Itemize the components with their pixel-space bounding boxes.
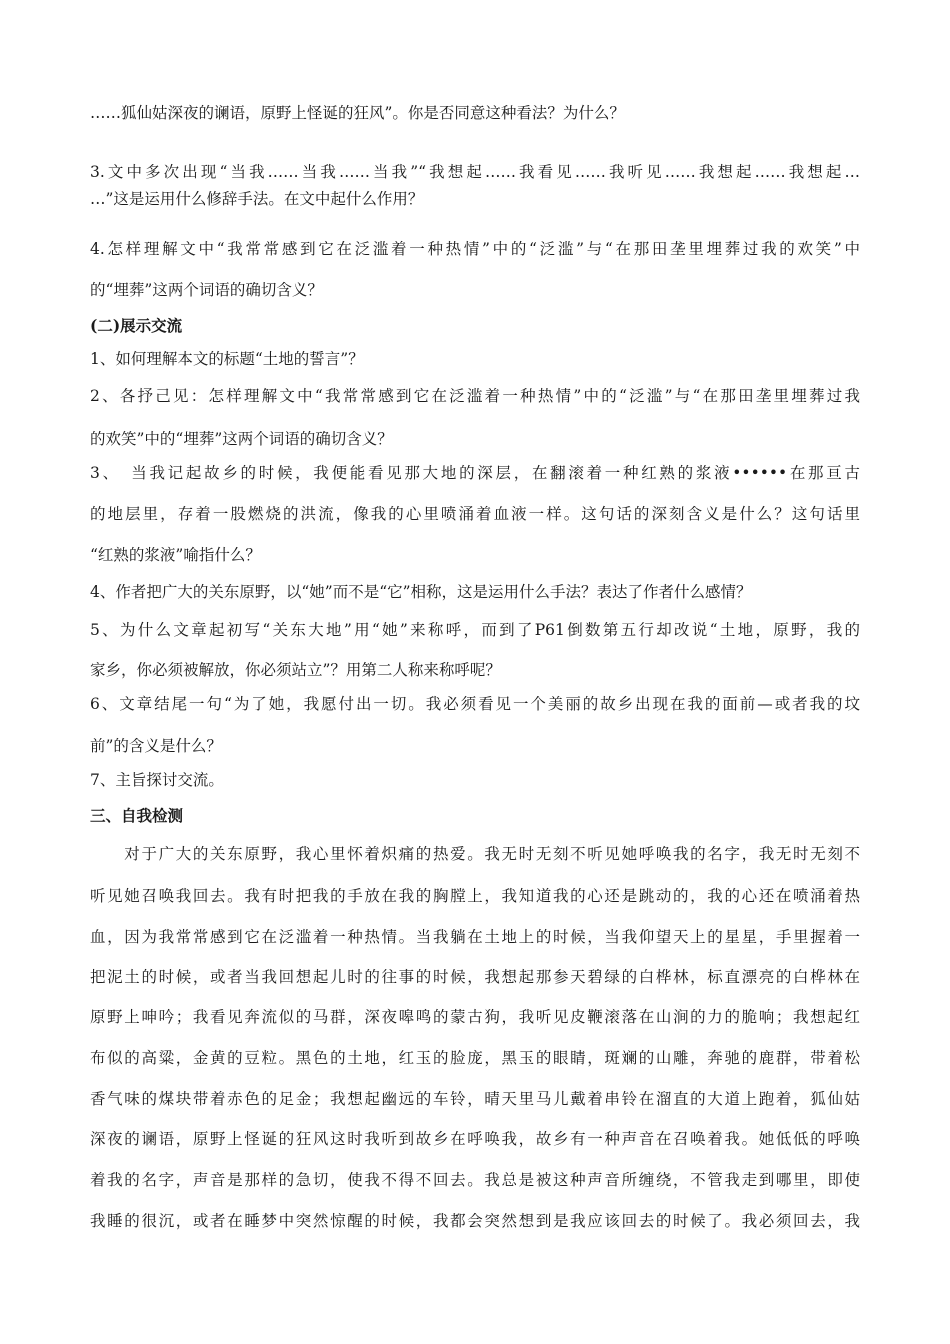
question-3-line-1: 3.文中多次出现“当我……当我……当我”“我想起……我看见……我听见……我想起……我想起…: [90, 163, 860, 181]
exchange-item-5-line-1: 5、为什么文章起初写“关东大地”用“她”来称呼，而到了P61倒数第五行却改说“土地，原野，我的: [90, 621, 860, 639]
section-heading-display-exchange: (二)展示交流: [90, 316, 183, 335]
passage-line-10: 我睡的很沉，或者在睡梦中突然惊醒的时候，我都会突然想到是我应该回去的时候了。我必须回去，我: [90, 1212, 860, 1230]
exchange-item-3-line-3: “红熟的浆液”喻指什么？: [90, 546, 261, 564]
exchange-item-5-line-2: 家乡，你必须被解放，你必须站立”？用第二人称来称呼呢？: [90, 661, 501, 679]
exchange-item-7: 7、主旨探讨交流。: [90, 771, 224, 789]
exchange-item-1: 1、如何理解本文的标题“土地的誓言”？: [90, 350, 364, 368]
question-4-line-1: 4.怎样理解文中“我常常感到它在泛滥着一种热情”中的“泛滥”与“在那田垄里埋葬过我的欢笑”中: [90, 240, 860, 258]
exchange-item-6-line-1: 6、文章结尾一句“为了她，我愿付出一切。我必须看见一个美丽的故乡出现在我的面前—或者我的坟: [90, 695, 860, 713]
passage-line-1: 对于广大的关东原野，我心里怀着炽痛的热爱。我无时无刻不听见她呼唤我的名字，我无时无刻不: [90, 845, 860, 863]
passage-line-2: 听见她召唤我回去。我有时把我的手放在我的胸膛上，我知道我的心还是跳动的，我的心还在喷涌着热: [90, 887, 860, 905]
question-3-line-2: …”这是运用什么修辞手法。在文中起什么作用？: [90, 190, 424, 208]
passage-line-7: 香气味的煤块带着赤色的足金；我想起幽远的车铃，晴天里马儿戴着串铃在溜直的大道上跑着，狐仙姑: [90, 1090, 860, 1108]
passage-line-9: 着我的名字，声音是那样的急切，使我不得不回去。我总是被这种声音所缠绕，不管我走到哪里，即使: [90, 1171, 860, 1189]
exchange-item-4: 4、作者把广大的关东原野，以“她”而不是“它”相称，这是运用什么手法？表达了作者什么感情？: [90, 583, 752, 601]
section-heading-self-check: 三、自我检测: [90, 806, 184, 825]
passage-line-6: 布似的高粱，金黄的豆粒。黑色的土地，红玉的脸庞，黑玉的眼睛，斑斓的山雕，奔驰的鹿群，带着松: [90, 1049, 860, 1067]
exchange-item-3-line-1: 3、 当我记起故乡的时候，我便能看见那大地的深层，在翻滚着一种红熟的浆液••••••在那亘古: [90, 464, 860, 482]
question-4-line-2: 的“埋葬”这两个词语的确切含义？: [90, 281, 323, 299]
passage-line-8: 深夜的谰语，原野上怪诞的狂风这时我听到故乡在呼唤我，故乡有一种声音在召唤着我。她低低的呼唤: [90, 1130, 860, 1148]
passage-line-4: 把泥土的时候，或者当我回想起儿时的往事的时候，我想起那参天碧绿的白桦林，标直漂亮的白桦林在: [90, 968, 860, 986]
exchange-item-3-line-2: 的地层里，存着一股燃烧的洪流，像我的心里喷涌着血液一样。这句话的深刻含义是什么？这句话里: [90, 505, 860, 523]
exchange-item-6-line-2: 前”的含义是什么？: [90, 737, 222, 755]
exchange-item-2-line-2: 的欢笑”中的“埋葬”这两个词语的确切含义？: [90, 430, 393, 448]
passage-line-3: 血，因为我常常感到它在泛滥着一种热情。当我躺在土地上的时候，当我仰望天上的星星，手里握着一: [90, 928, 860, 946]
question-2-continuation: ……狐仙姑深夜的谰语，原野上怪诞的狂风”。你是否同意这种看法？为什么？: [90, 104, 625, 122]
exchange-item-2-line-1: 2、各抒己见：怎样理解文中“我常常感到它在泛滥着一种热情”中的“泛滥”与“在那田垄里埋葬过我: [90, 387, 860, 405]
passage-line-5: 原野上呻吟；我看见奔流似的马群，深夜嗥鸣的蒙古狗，我听见皮鞭滚落在山涧的力的脆响；我想起红: [90, 1008, 860, 1026]
